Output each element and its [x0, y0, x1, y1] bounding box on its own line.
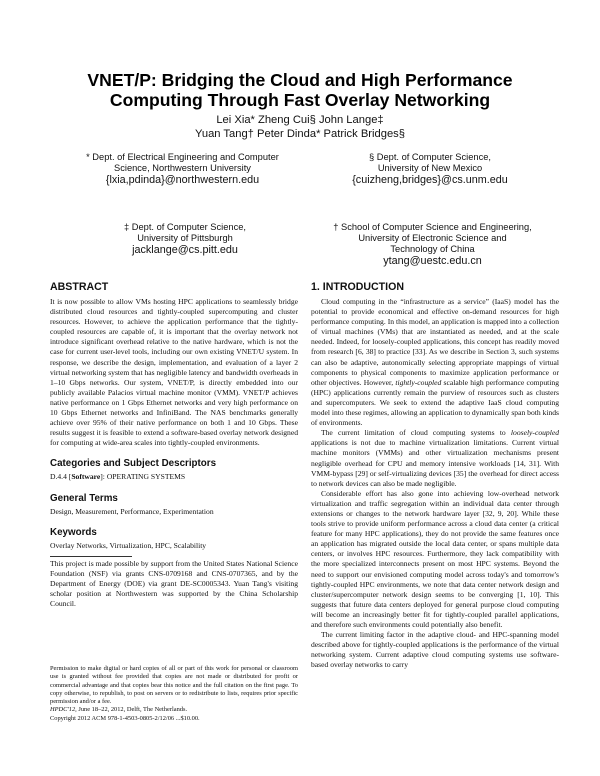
affiliation-uestc: [325, 222, 540, 268]
categories-bold: Software: [71, 472, 101, 482]
general-terms-heading: General Terms: [50, 492, 118, 504]
intro-p2-italic: loosely-coupled: [510, 428, 559, 438]
footnote-divider: [50, 556, 132, 557]
categories-code: D.4.4 [: [50, 472, 72, 482]
affiliation-line: † School of Computer Science and Engineering,: [333, 222, 532, 232]
affiliation-email: {cuizheng,bridges}@cs.unm.edu: [352, 174, 508, 186]
intro-p2-head: The current limitation of cloud computing systems to: [321, 428, 511, 438]
permission-text: Permission to make digital or hard copies of all or part of this work for personal or classroom use is granted without fee provided that copies are not made or distributed for profit or commercial advantage and that copies bear this notice and the full citation on the first page. To copy otherwise, to republish, to post on servers or to redistribute to lists, requires prior specific permission and/or a fee.: [50, 665, 298, 706]
categories-text: [50, 472, 298, 482]
intro-p2-tail: applications is not due to machine virtualization limitations. Current virtual machine monitors (VMMs) and other virtualization mechanisms present negligible overhead for CPU and memory intensive workloads [14, 31]. With VMM-bypass [29] or self-virtualizing devices [35] the overhead for direct access to network devices can also be made negligible.: [311, 438, 559, 488]
affiliation-line: Technology of China: [390, 244, 475, 254]
affiliation-line: University of Electronic Science and: [358, 233, 507, 243]
affiliation-email: ytang@uestc.edu.cn: [383, 255, 482, 267]
authors-line-1: Lei Xia* Zheng Cui§ John Lange‡: [216, 114, 384, 126]
affiliation-northwestern: [75, 152, 290, 187]
author-list: [60, 113, 540, 141]
intro-p1-italic: tightly-coupled: [395, 377, 442, 387]
intro-heading: 1. INTRODUCTION: [311, 281, 404, 293]
paper-title: [40, 70, 560, 110]
authors-line-2: Yuan Tang† Peter Dinda* Patrick Bridges§: [195, 128, 405, 140]
affiliation-line: ‡ Dept. of Computer Science,: [124, 222, 246, 232]
intro-p1-tail: scalable high performance computing (HPC) applications currently remain the purview of resources such as clusters and supercomputers. We seek to extend the adaptive IaaS cloud computing model into these regimes, allowing an application to dynamically span both kinds of environments.: [311, 377, 560, 428]
categories-rest: ]: OPERATING SYSTEMS: [100, 472, 186, 482]
categories-heading: Categories and Subject Descriptors: [50, 458, 217, 470]
conference-name: HPDC'12,: [50, 706, 77, 714]
affiliation-pitt: [100, 222, 270, 257]
conference-details: June 18–22, 2012, Delft, The Netherlands.: [76, 706, 188, 714]
affiliation-email: {lxia,pdinda}@northwestern.edu: [105, 174, 260, 186]
affiliation-line: University of New Mexico: [377, 163, 483, 173]
affiliation-unm: [330, 152, 530, 187]
abstract-text: It is now possible to allow VMs hosting HPC applications to seamlessly bridge distributed cloud resources and tightly-coupled supercomputing and cluster resources. However, to achieve the application performance that the tightly-coupled resources are capable of, it is important that the overlay network not introduce significant overhead relative to the native hardware, which is not the case for current user-level tools, including our own existing VNET/U system. In response, we describe the design, implementation, and evaluation of a layer 2 virtual networking system that has negligible latency and bandwidth overheads in 1–10 Gbps networks. Our system, VNET/P, is directly embedded into our publicly available Palacios virtual machine monitor (VMM). VNET/P achieves native performance on 1 Gbps Ethernet networks and very high performance on 10 Gbps Ethernet networks and InfiniBand. The NAS benchmarks generally achieve over 95% of their native performance on both 1 and 10 Gbps. These results suggest it is feasible to extend a software-based overlay network designed for computing at wide-area scales into tightly-coupled environments.: [50, 297, 299, 448]
affiliation-line: * Dept. of Electrical Engineering and Computer: [86, 152, 279, 162]
general-terms-text: Design, Measurement, Performance, Experimentation: [50, 506, 214, 516]
intro-paragraph-4: The current limiting factor in the adaptive cloud- and HPC-spanning model described above for tightly-coupled applications is the performance of the virtual networking system. Current adaptive cloud computing systems use software-based overlay networks to carry: [311, 630, 559, 670]
affiliation-email: jacklange@cs.pitt.edu: [132, 244, 238, 256]
title-line-1: VNET/P: Bridging the Cloud and High Performance: [87, 70, 513, 90]
keywords-text: Overlay Networks, Virtualization, HPC, Scalability: [50, 540, 207, 550]
abstract-heading: ABSTRACT: [50, 281, 109, 293]
keywords-heading: Keywords: [50, 526, 97, 538]
intro-paragraph-2: [311, 428, 559, 489]
conference-line: [50, 706, 298, 714]
affiliation-line: § Dept. of Computer Science,: [369, 152, 491, 162]
intro-paragraph-3: Considerable effort has also gone into achieving low-overhead network virtualization and traffic segregation within an individual data center through extensions or changes to the network hardware layer [32, 9, 20]. While these tools strive to provide uniform performance across a cloud data center (a critical feature for many HPC applications), they do not provide the same features once an application has migrated outside the local data center, or spans multiple data centers, or involves HPC resources. Furthermore, they lack compatibility with the more specialized interconnects present on most HPC systems. Beyond the need to support our envisioned computing model across today's and tomorrow's tightly-coupled HPC environments, we note that data center network design and cluster/supercomputer network design seems to be converging [1, 10]. This suggests that future data centers deployed for general purpose cloud computing will become an increasingly better fit for tightly-coupled parallel applications, and therefore such environments could potentially also benefit.: [311, 488, 559, 629]
affiliation-line: Science, Northwestern University: [114, 163, 251, 173]
permission-block: [50, 665, 298, 723]
intro-p1-text: Cloud computing in the “infrastructure as a service” (IaaS) model has the potential to provide economical and effective on-demand resources for high performance computing. In this model, an application is mapped into a collection of virtual machines (VMs) that are instantiated as needed, and at the scale needed. Indeed, for loosely-coupled applications, this concept has readily moved from research [6, 38] to practice [33]. As we describe in Section 3, such systems can also be adaptive, autonomically selecting appropriate mappings of virtual components to physical components to maximize application performance or other objectives. However,: [311, 297, 559, 387]
intro-paragraph-1: [311, 297, 559, 428]
affiliation-line: University of Pittsburgh: [137, 233, 233, 243]
copyright-line: Copyright 2012 ACM 978-1-4503-0805-2/12/06 ...$10.00.: [50, 714, 200, 722]
funding-note: This project is made possible by support from the United States National Science Foundation (NSF) via grants CNS-0709168 and CNS-0707365, and by the Department of Energy (DOE) via grant DE-SC0005343. Yuan Tang's visiting scholar position at Northwestern was supported by the China Scholarship Council.: [50, 558, 298, 609]
title-line-2: Computing Through Fast Overlay Networking: [109, 90, 491, 110]
left-column: [50, 281, 298, 609]
right-column: [311, 281, 559, 670]
